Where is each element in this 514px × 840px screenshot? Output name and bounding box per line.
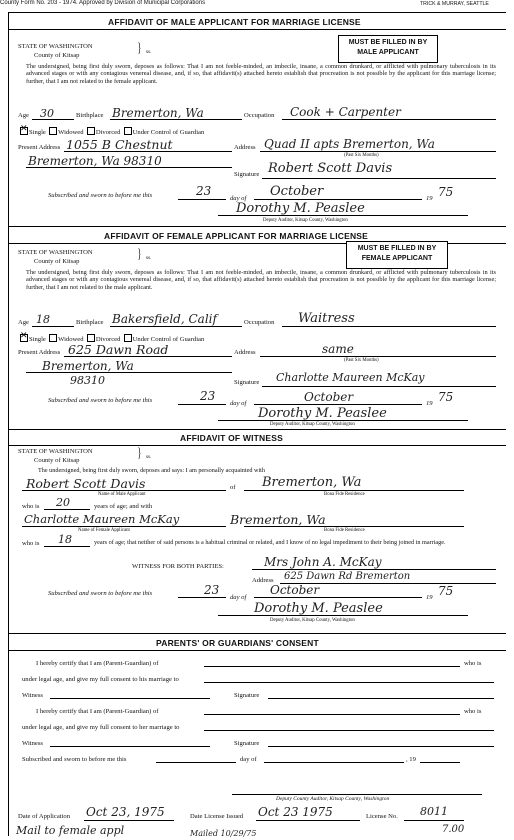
form-number: County Form No. 203 - 1974. Approved by Division of Municipal Corporations xyxy=(0,0,206,6)
female-age: 18 xyxy=(36,313,50,326)
form-header xyxy=(0,0,514,6)
license-number: 8011 xyxy=(420,805,448,818)
male-status-row: ✕ Single Widowed Divorced Under Control of Guardian xyxy=(20,123,205,136)
witness-oath-text: The undersigned, being first duly sworn, deposes and says: I am personally acquainted with xyxy=(38,467,265,474)
mailed-note: Mailed 10/29/75 xyxy=(190,829,257,838)
female-occupation: Waitress xyxy=(298,311,355,326)
witness-male-residence: Bremerton, Wa xyxy=(262,475,362,490)
female-affidavit-section: AFFIDAVIT OF FEMALE APPLICANT FOR MARRIAGE LICENSE MUST BE FILLED IN BY FEMALE APPLICANT STATE OF WASHINGTON County of Kitsap } ss. The undersigned, being first duly sworn, deposes as follows: That I am not feeble-minded, an imbecile, insane, a common drunkard, or afflicted with pulmonary tuberculosis in its advanced stages or with any contagious venereal disease, and, if so, that affidavit(s) attached hereto establish that procreation is not possible by the applicant for this marriage license; further, that I am not related to the male applicant. Age 18 Birthplace Bakersfield, Calif Occupation Waitress ✕ Single Widowed Divorced Under Control of Guardian Present Address 625 Dawn Road Bremerton, Wa 98310 Address same (Past Six Months) Signature Charlotte Maureen McKay Subscribed and sworn to before me this 23 day of October 19 75 Dorothy M. Peaslee Deputy Auditor, Kitsap County, Washington xyxy=(8,226,506,427)
witness-male-age: 20 xyxy=(56,496,70,509)
widowed-checkbox[interactable] xyxy=(49,334,57,342)
male-present-address: 1055 B Chestnut xyxy=(66,137,173,152)
male-sworn-day: 23 xyxy=(196,184,212,198)
male-signature: Robert Scott Davis xyxy=(268,161,393,176)
witness-female-age: 18 xyxy=(58,533,72,546)
single-checkbox[interactable]: ✕ xyxy=(20,123,28,133)
male-state: STATE OF WASHINGTON xyxy=(18,43,93,50)
male-birthplace: Bremerton, Wa xyxy=(112,106,204,120)
divorced-checkbox[interactable] xyxy=(87,127,95,135)
female-sworn-month: October xyxy=(304,390,354,404)
male-affidavit-section: AFFIDAVIT OF MALE APPLICANT FOR MARRIAGE LICENSE MUST BE FILLED IN BY MALE APPLICANT STATE OF WASHINGTON County of Kitsap } ss. The undersigned, being first duly sworn, deposes as follows: That I am not feeble-minded, an imbecile, insane, a common drunkard, or afflicted with pulmonary tuberculosis in its advanced stages or with any contagious venereal disease, and, if so, that affidavit(s) attached hereto establish that procreation is not possible by the applicant for this marriage license; further, that I am not related to the female applicant. Age 30 Birthplace Bremerton, Wa Occupation Cook + Carpenter ✕ Single Widowed Divorced Under Control of Guardian Present Address 1055 B Chestnut Bremerton, Wa 98310 Address Quad II apts Bremerton, Wa (Past Six Months) Signature Robert Scott Davis Subscribed and sworn to before me this 23 day of October 19 75 Dorothy M. Peaslee Deputy Auditor, Kitsap County, Washington xyxy=(8,12,506,233)
divorced-checkbox[interactable] xyxy=(87,334,95,342)
witness-state: STATE OF WASHINGTON xyxy=(18,448,93,455)
female-sworn-year: 75 xyxy=(438,390,454,404)
female-prev-address: same xyxy=(322,342,354,356)
female-state: STATE OF WASHINGTON xyxy=(18,249,93,256)
female-fill-box: MUST BE FILLED IN BY FEMALE APPLICANT xyxy=(346,241,448,269)
male-title: AFFIDAVIT OF MALE APPLICANT FOR MARRIAGE LICENSE xyxy=(108,17,361,27)
mail-note: Mail to female appl xyxy=(16,824,125,837)
witness-for-both-label: WITNESS FOR BOTH PARTIES: xyxy=(132,563,224,570)
consent-section: PARENTS' OR GUARDIANS' CONSENT I hereby certify that I am (Parent-Guardian) of who is under legal age, and give my full consent to his marriage to Witness Signature I hereby certify that I am (Parent-Guardian) of who is under legal age, and give my full consent to her marriage to Witness Signature Subscribed and sworn to before me this day of , 19 xyxy=(8,633,506,784)
male-oath-text: The undersigned, being first duly sworn, deposes as follows: That I am not feeble-minded, an imbecile, insane, a common drunkard, or afflicted with pulmonary tuberculosis in its advanced stages or with any contagious venereal disease, and, if so, that affidavit(s) attached hereto establish that procreation is not possible by the applicant for this marriage license; further, that I am not related to the female applicant. xyxy=(26,63,496,85)
witness-county: County of Kitsap xyxy=(34,457,80,464)
female-oath-text: The undersigned, being first duly sworn, deposes as follows: That I am not feeble-minded, an imbecile, insane, a common drunkard, or afflicted with pulmonary tuberculosis in its advanced stages or with any contagious venereal disease, and, if so, that affidavit(s) attached hereto establish that procreation is not possible by the applicant for this marriage license; further, that I am not related to the male applicant. xyxy=(26,269,496,291)
printer-credit: TRICK & MURRAY, SEATTLE xyxy=(420,1,489,7)
witness-signature: Mrs John A. McKay xyxy=(264,555,382,569)
guardian-checkbox[interactable] xyxy=(124,334,132,342)
witness-address: 625 Dawn Rd Bremerton xyxy=(284,571,411,582)
female-present-address: 625 Dawn Road xyxy=(68,342,169,357)
male-prev-address: Quad II apts Bremerton, Wa xyxy=(264,137,435,151)
female-present-address-zip: 98310 xyxy=(70,374,105,387)
male-present-address-line2: Bremerton, Wa 98310 xyxy=(28,154,162,168)
witness-title: AFFIDAVIT OF WITNESS xyxy=(180,433,284,443)
witness-female-name: Charlotte Maureen McKay xyxy=(24,512,180,526)
female-title: AFFIDAVIT OF FEMALE APPLICANT FOR MARRIAGE LICENSE xyxy=(104,231,369,241)
date-license-issued: Oct 23 1975 xyxy=(258,805,333,819)
female-auditor-signature: Dorothy M. Peaslee xyxy=(258,406,387,421)
date-of-application: Oct 23, 1975 xyxy=(86,805,165,819)
female-present-address-line2: Bremerton, Wa xyxy=(42,359,134,373)
female-birthplace: Bakersfield, Calif xyxy=(112,312,217,326)
male-auditor-signature: Dorothy M. Peaslee xyxy=(236,201,365,216)
witness-auditor-signature: Dorothy M. Peaslee xyxy=(254,601,383,616)
female-signature: Charlotte Maureen McKay xyxy=(276,371,425,384)
guardian-checkbox[interactable] xyxy=(124,127,132,135)
male-occupation: Cook + Carpenter xyxy=(290,105,401,119)
witness-male-name: Robert Scott Davis xyxy=(26,476,146,491)
consent-title: PARENTS' OR GUARDIANS' CONSENT xyxy=(156,638,319,648)
witness-female-residence: Bremerton, Wa xyxy=(230,512,326,527)
female-county: County of Kitsap xyxy=(34,258,80,265)
male-sworn-month: October xyxy=(270,184,324,199)
female-sworn-day: 23 xyxy=(200,389,216,403)
male-age: 30 xyxy=(40,107,54,120)
male-county: County of Kitsap xyxy=(34,52,80,59)
consent-deputy: Deputy County Auditor, Kitsap County, Washington xyxy=(276,796,390,802)
widowed-checkbox[interactable] xyxy=(49,127,57,135)
witness-affidavit-section: AFFIDAVIT OF WITNESS STATE OF WASHINGTON County of Kitsap } ss. The undersigned, being first duly sworn, deposes and says: I am personally acquainted with Robert Scott Davis of Bremerton, Wa Name of Male Applicant Bona Fide Residence who is 20 years of age; and with Charlotte Maureen McKay Bremerton, Wa Name of Female Applicant Bona Fide Residence who is 18 years of age; that neither of said persons is a habitual criminal or related, and I know of no legal impediment to their being joined in marriage. WITNESS FOR BOTH PARTIES: Mrs John A. McKay Address 625 Dawn Rd Bremerton Subscribed and sworn to before me this 23 day of October 19 75 Dorothy M. Peaslee Deputy Auditor, Kitsap County, Washington xyxy=(8,429,506,630)
witness-sworn-year: 75 xyxy=(438,584,454,598)
single-checkbox[interactable]: ✕ xyxy=(20,330,28,340)
male-sworn-year: 75 xyxy=(438,185,454,199)
female-status-row: ✕ Single Widowed Divorced Under Control of Guardian xyxy=(20,330,205,343)
witness-sworn-day: 23 xyxy=(204,583,220,597)
fee: 7.00 xyxy=(442,824,465,835)
witness-sworn-month: October xyxy=(270,583,320,597)
male-fill-box: MUST BE FILLED IN BY MALE APPLICANT xyxy=(338,35,438,63)
